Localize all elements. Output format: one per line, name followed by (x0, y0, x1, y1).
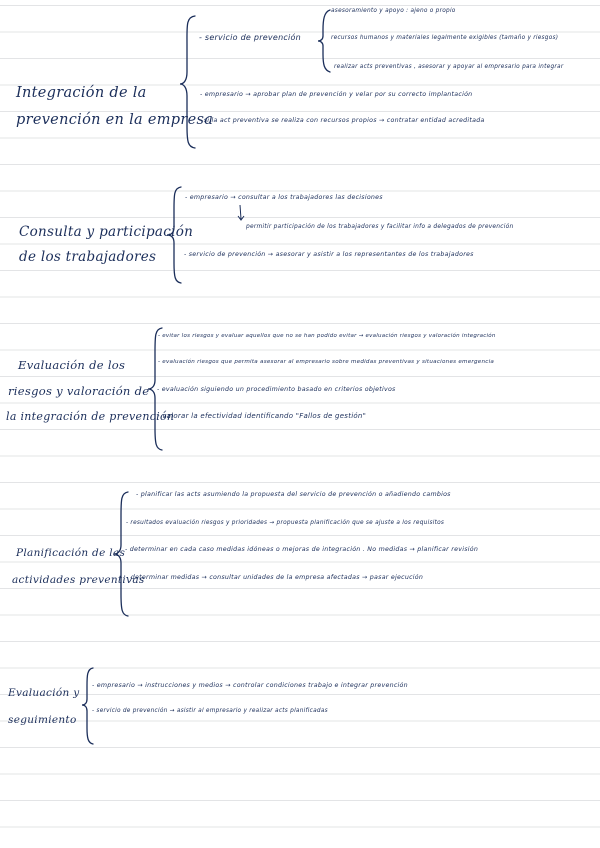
note-empresario-instrucciones: - empresario → instrucciones y medios → controlar condiciones trabajo e integrar prevención (92, 682, 408, 689)
note-planificar-acts: - planificar las acts asumiendo la propuesta del servicio de prevención o añadiendo cambios (136, 491, 451, 498)
title-line: Evaluación y (8, 687, 80, 699)
note-empresario-aprobar: - empresario → aprobar plan de prevención y velar por su correcto implantación (200, 91, 473, 98)
note-empresario-consultar: - empresario → consultar a los trabajadores las decisiones (185, 194, 383, 201)
note-servicio-asistir: - servicio de prevención → asistir al empresario y realizar acts planificadas (92, 708, 328, 714)
note-evitar-riesgos: - evitar los riesgos y evaluar aquellos que no se han podido evitar → evaluación riesgos y valoración integración (158, 333, 496, 339)
brace (166, 185, 184, 285)
note-asesoramiento: asesoramiento y apoyo : ajeno o propio (331, 8, 456, 14)
note-recursos-propios: - si la act preventiva se realiza con recursos propios → contratar entidad acreditada (199, 117, 485, 124)
title-line: prevención en la empresa (16, 112, 214, 128)
note-realizar-acts: realizar acts preventivas , asesorar y apoyar al empresario para integrar (334, 64, 564, 70)
brace (178, 14, 198, 150)
title-line: Consulta y participación (19, 224, 194, 240)
note-determinar-medidas: - determinar medidas → consultar unidades de la empresa afectadas → pasar ejecución (126, 574, 424, 581)
brace (113, 490, 131, 618)
section-title-seguimiento (8, 680, 79, 734)
note-recursos: recursos humanos y materiales legalmente exigibles (tamaño y riesgos) (331, 35, 559, 41)
note-resultados-evaluacion: - resultados evaluación riesgos y prioridades → propuesta planificación que se ajuste a los requisitos (126, 520, 445, 526)
title-line: Integración de la (16, 85, 147, 101)
note-permitir-participacion: permitir participación de los trabajadores y facilitar info a delegados de prevención (246, 224, 514, 230)
arrow-down-icon (236, 204, 246, 222)
title-line: seguimiento (8, 714, 77, 726)
note-determinar-caso: - determinar en cada caso medidas idóneas o mejoras de integración . No medidas → planificar revisión (125, 546, 479, 553)
title-line: de los trabajadores (19, 249, 157, 265)
title-line: actividades preventivas (12, 574, 145, 586)
title-line: riesgos y valoración de (8, 384, 150, 398)
note-evaluacion-procedimiento: - evaluación siguiendo un procedimiento basado en criterios objetivos (157, 386, 396, 393)
title-line: la integración de prevención (6, 410, 175, 423)
note-servicio-prevencion: - servicio de prevención (199, 33, 301, 42)
sub-brace (317, 8, 333, 74)
title-line: Evaluación de los (18, 358, 126, 372)
title-line: Planificación de las (16, 547, 126, 559)
note-valorar-efectividad: - valorar la efectividad identificando "Fallos de gestión" (157, 412, 367, 420)
brace (81, 666, 95, 746)
note-servicio-asesorar: - servicio de prevención → asesorar y asistir a los representantes de los trabajadores (184, 251, 474, 258)
note-evaluacion-riesgos: - evaluación riesgos que permita asesorar al empresario sobre medidas preventivas y situaciones emergencia (158, 359, 495, 365)
